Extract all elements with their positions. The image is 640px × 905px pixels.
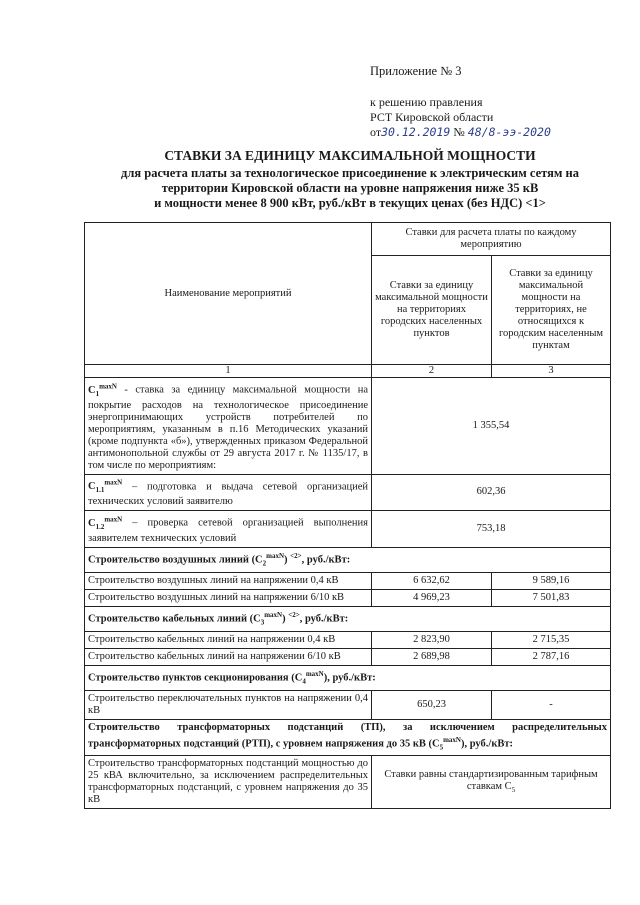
table-row [85, 756, 611, 809]
decision-number: 48/8-ээ-2020 [467, 125, 551, 139]
row-c5-value: Ставки равны стандартизированным тарифным ставкам $C_5$ [372, 756, 611, 809]
row-urban-value: 6 632,62 [372, 572, 492, 589]
row-c11-label: $C_{1.1}^{maxN}$ – подготовка и выдача сетевой организацией технических условий заявителю [85, 474, 372, 511]
row-label: Строительство воздушных линий на напряжении 6/10 кВ [85, 589, 372, 606]
row-rural-value: - [492, 690, 611, 719]
header-urban: Ставки за единицу максимальной мощности на территориях городских населенных пунктов [372, 256, 492, 365]
decision-number-label: № [453, 125, 465, 139]
table-row [85, 690, 611, 719]
row-c11-value: 602,36 [372, 474, 611, 511]
row-label: Строительство трансформаторных подстанций мощностью до 25 кВА включительно, за исключением распределительных трансформаторных подстанций, с уровнем напряжения до 35 кВ [85, 756, 372, 809]
row-label: Строительство кабельных линий на напряжении 0,4 кВ [85, 631, 372, 648]
row-urban-value: 4 969,23 [372, 589, 492, 606]
row-c12-value: 753,18 [372, 511, 611, 548]
title-line-4: и мощности менее 8 900 кВт, руб./кВт в текущих ценах (без НДС) <1> [154, 196, 546, 210]
row-label: Строительство кабельных линий на напряжении 6/10 кВ [85, 648, 372, 665]
decision-from-label: от [370, 125, 382, 139]
table-row [85, 648, 611, 665]
row-rural-value: 7 501,83 [492, 589, 611, 606]
decision-date: 30.12.2019 [381, 125, 451, 139]
table-row [85, 589, 611, 606]
header-rural: Ставки за единицу максимальной мощности на территориях, не относящихся к городским населенным пунктам [492, 256, 611, 365]
table-row [85, 631, 611, 648]
section-header-c3: Строительство кабельных линий $(C_3^{maxN})$ $^{<2>}$, руб./кВт: [85, 606, 611, 631]
decision-line-1: к решению правления [370, 95, 483, 109]
table-row [85, 572, 611, 589]
row-urban-value: 650,23 [372, 690, 492, 719]
section-header-c2: Строительство воздушных линий $(C_2^{maxN})$ $^{<2>}$, руб./кВт: [85, 547, 611, 572]
table-row [85, 378, 611, 475]
row-rural-value: 2 715,35 [492, 631, 611, 648]
header-col-2: 2 [372, 365, 492, 378]
appendix-label: Приложение № 3 [370, 64, 462, 78]
table-row [85, 474, 611, 511]
section-header-c5: Строительство трансформаторных подстанций (ТП), за исключением распределительных трансформаторных подстанций (РТП), с уровнем напряжения до 35 кВ $(C_5^{maxN})$, руб./кВт: [85, 719, 611, 756]
title-line-3: территории Кировской области на уровне напряжения ниже 35 кВ [161, 181, 539, 195]
header-col-1: 1 [85, 365, 372, 378]
title-line-2: для расчета платы за технологическое присоединение к электрическим сетям на [121, 166, 579, 180]
document-title [100, 148, 600, 211]
decision-line-3 [370, 125, 551, 140]
row-rural-value: 2 787,16 [492, 648, 611, 665]
table-row [85, 511, 611, 548]
row-c1-label: $C_1^{maxN}$ - ставка за единицу максимальной мощности на покрытие расходов на технологическое присоединение энергопринимающих устройств потребителей по мероприятиям, указанным в п.16 Методических указаний (кроме подпункта «б»), утвержденных приказом Федеральной антимонопольной службы от 29 августа 2017 г. № 1135/17, в том числе по мероприятиям: [85, 378, 372, 475]
header-col-3: 3 [492, 365, 611, 378]
row-urban-value: 2 823,90 [372, 631, 492, 648]
row-rural-value: 9 589,16 [492, 572, 611, 589]
header-name: Наименование мероприятий [85, 223, 372, 365]
row-label: Строительство переключательных пунктов на напряжении 0,4 кВ [85, 690, 372, 719]
section-header-c4: Строительство пунктов секционирования $(C_4^{maxN})$, руб./кВт: [85, 665, 611, 690]
header-rates: Ставки для расчета платы по каждому мероприятию [372, 223, 611, 256]
row-c1-value: 1 355,54 [372, 378, 611, 475]
decision-line-2: РСТ Кировской области [370, 110, 494, 124]
decision-reference [370, 95, 551, 140]
row-urban-value: 2 689,98 [372, 648, 492, 665]
row-label: Строительство воздушных линий на напряжении 0,4 кВ [85, 572, 372, 589]
row-c12-label: $C_{1.2}^{maxN}$ – проверка сетевой организацией выполнения заявителем технических условий [85, 511, 372, 548]
rates-table [84, 222, 611, 809]
title-line-1: СТАВКИ ЗА ЕДИНИЦУ МАКСИМАЛЬНОЙ МОЩНОСТИ [164, 148, 536, 163]
